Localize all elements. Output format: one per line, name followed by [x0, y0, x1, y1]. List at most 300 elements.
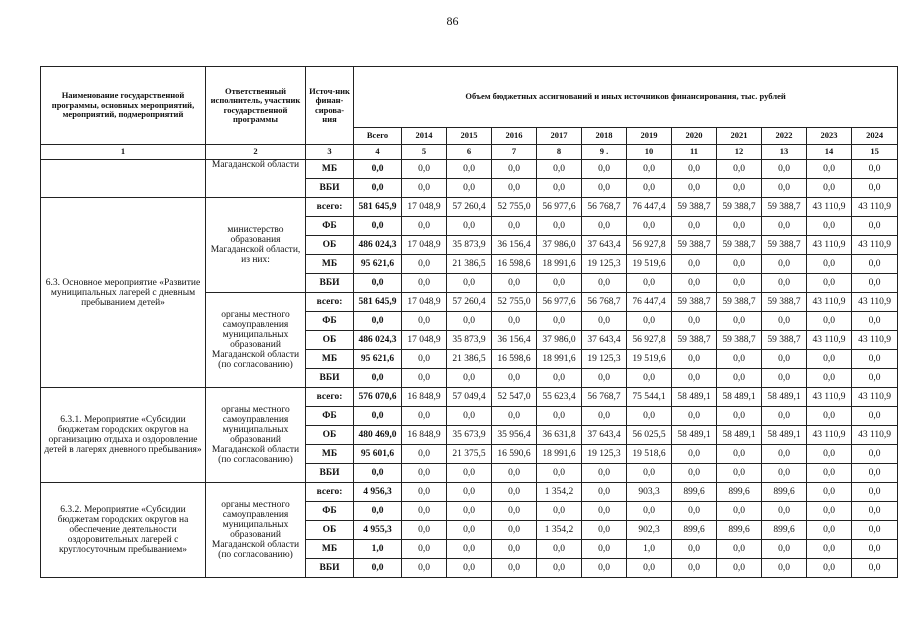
- year-value: 0,0: [852, 445, 898, 464]
- measure-name: 6.3. Основное мероприятие «Развитие муниципальных лагерей с дневным пребыванием детей»: [41, 198, 206, 388]
- table-row: [41, 198, 898, 217]
- year-value: 0,0: [627, 369, 672, 388]
- header-year: 2021: [717, 128, 762, 145]
- funding-source: всего:: [306, 388, 354, 407]
- column-number: 8: [537, 145, 582, 160]
- year-value: 56 025,5: [627, 426, 672, 445]
- year-value: 0,0: [492, 559, 537, 578]
- year-value: 0,0: [717, 217, 762, 236]
- year-value: 21 375,5: [447, 445, 492, 464]
- year-value: 0,0: [807, 312, 852, 331]
- year-value: 0,0: [717, 559, 762, 578]
- year-value: 0,0: [852, 502, 898, 521]
- year-value: 0,0: [852, 407, 898, 426]
- funding-source: ВБИ: [306, 559, 354, 578]
- year-value: 59 388,7: [717, 198, 762, 217]
- year-value: 0,0: [717, 255, 762, 274]
- year-value: 0,0: [402, 464, 447, 483]
- year-value: 21 386,5: [447, 350, 492, 369]
- year-value: 0,0: [717, 274, 762, 293]
- year-value: 17 048,9: [402, 198, 447, 217]
- total-value: 581 645,9: [354, 293, 402, 312]
- year-value: 899,6: [762, 521, 807, 540]
- year-value: 43 110,9: [852, 236, 898, 255]
- year-value: 0,0: [582, 217, 627, 236]
- year-value: 16 598,6: [492, 350, 537, 369]
- header-executor: Ответственный исполнитель, участник государственной программы: [206, 67, 306, 145]
- year-value: 0,0: [582, 179, 627, 198]
- year-value: 56 768,7: [582, 293, 627, 312]
- year-value: 0,0: [447, 160, 492, 179]
- executor-name: Магаданской области: [206, 160, 306, 198]
- year-value: 43 110,9: [852, 293, 898, 312]
- year-value: 0,0: [672, 312, 717, 331]
- year-value: 56 927,8: [627, 331, 672, 350]
- year-value: 0,0: [672, 369, 717, 388]
- year-value: 37 643,4: [582, 236, 627, 255]
- funding-source: ОБ: [306, 426, 354, 445]
- year-value: 19 125,3: [582, 350, 627, 369]
- page-number: 86: [446, 14, 459, 28]
- year-value: 56 977,6: [537, 198, 582, 217]
- total-value: 4 955,3: [354, 521, 402, 540]
- year-value: 0,0: [492, 502, 537, 521]
- year-value: 16 848,9: [402, 426, 447, 445]
- year-value: 0,0: [537, 559, 582, 578]
- year-value: 19 519,6: [627, 350, 672, 369]
- year-value: 52 755,0: [492, 198, 537, 217]
- year-value: 16 590,6: [492, 445, 537, 464]
- year-value: 35 673,9: [447, 426, 492, 445]
- year-value: 0,0: [717, 445, 762, 464]
- year-value: 0,0: [582, 312, 627, 331]
- year-value: 0,0: [672, 255, 717, 274]
- year-value: 0,0: [402, 255, 447, 274]
- year-value: 0,0: [762, 407, 807, 426]
- year-value: 0,0: [762, 312, 807, 331]
- column-number: 5: [402, 145, 447, 160]
- year-value: 0,0: [717, 540, 762, 559]
- year-value: 0,0: [627, 407, 672, 426]
- header-year: 2019: [627, 128, 672, 145]
- year-value: 0,0: [672, 160, 717, 179]
- year-value: 59 388,7: [717, 331, 762, 350]
- year-value: 0,0: [807, 559, 852, 578]
- total-value: 95 601,6: [354, 445, 402, 464]
- year-value: 0,0: [402, 502, 447, 521]
- year-value: 0,0: [852, 255, 898, 274]
- executor-name: органы местного самоуправления муниципальных образований Магаданской области (по согласованию): [206, 483, 306, 578]
- funding-source: ФБ: [306, 407, 354, 426]
- year-value: 0,0: [582, 274, 627, 293]
- total-value: 0,0: [354, 274, 402, 293]
- total-value: 0,0: [354, 464, 402, 483]
- year-value: 0,0: [807, 540, 852, 559]
- year-value: 43 110,9: [807, 388, 852, 407]
- year-value: 0,0: [537, 312, 582, 331]
- year-value: 0,0: [717, 350, 762, 369]
- year-value: 0,0: [852, 217, 898, 236]
- year-value: 899,6: [717, 521, 762, 540]
- year-value: 1 354,2: [537, 483, 582, 502]
- total-value: 0,0: [354, 217, 402, 236]
- year-value: 0,0: [447, 464, 492, 483]
- year-value: 0,0: [807, 483, 852, 502]
- year-value: 0,0: [492, 312, 537, 331]
- year-value: 76 447,4: [627, 293, 672, 312]
- year-value: 37 986,0: [537, 236, 582, 255]
- year-value: 0,0: [402, 217, 447, 236]
- year-value: 0,0: [672, 407, 717, 426]
- year-value: 58 489,1: [672, 426, 717, 445]
- year-value: 0,0: [807, 521, 852, 540]
- year-value: 36 156,4: [492, 236, 537, 255]
- header-year: 2017: [537, 128, 582, 145]
- year-value: 0,0: [402, 521, 447, 540]
- funding-source: ВБИ: [306, 179, 354, 198]
- funding-source: МБ: [306, 540, 354, 559]
- year-value: 0,0: [582, 407, 627, 426]
- year-value: 52 547,0: [492, 388, 537, 407]
- year-value: 43 110,9: [807, 426, 852, 445]
- funding-source: ФБ: [306, 312, 354, 331]
- year-value: 0,0: [492, 407, 537, 426]
- year-value: 18 991,6: [537, 350, 582, 369]
- year-value: 0,0: [537, 179, 582, 198]
- year-value: 0,0: [447, 179, 492, 198]
- funding-source: МБ: [306, 255, 354, 274]
- year-value: 0,0: [537, 540, 582, 559]
- year-value: 0,0: [537, 160, 582, 179]
- year-value: 0,0: [807, 217, 852, 236]
- year-value: 16 848,9: [402, 388, 447, 407]
- total-value: 0,0: [354, 160, 402, 179]
- column-number: 13: [762, 145, 807, 160]
- year-value: 43 110,9: [807, 236, 852, 255]
- total-value: 95 621,6: [354, 255, 402, 274]
- year-value: 43 110,9: [852, 388, 898, 407]
- year-value: 0,0: [582, 464, 627, 483]
- year-value: 899,6: [672, 483, 717, 502]
- year-value: 0,0: [807, 502, 852, 521]
- funding-source: ФБ: [306, 217, 354, 236]
- year-value: 899,6: [762, 483, 807, 502]
- total-value: 0,0: [354, 502, 402, 521]
- year-value: 16 598,6: [492, 255, 537, 274]
- header-year: 2023: [807, 128, 852, 145]
- year-value: 0,0: [402, 160, 447, 179]
- year-value: 75 544,1: [627, 388, 672, 407]
- year-value: 0,0: [537, 464, 582, 483]
- measure-name: [41, 160, 206, 198]
- total-value: 4 956,3: [354, 483, 402, 502]
- header-year: 2024: [852, 128, 898, 145]
- column-number: 9 .: [582, 145, 627, 160]
- year-value: 0,0: [852, 464, 898, 483]
- year-value: 56 927,8: [627, 236, 672, 255]
- year-value: 43 110,9: [852, 331, 898, 350]
- year-value: 0,0: [447, 483, 492, 502]
- year-value: 0,0: [672, 540, 717, 559]
- year-value: 56 768,7: [582, 198, 627, 217]
- year-value: 0,0: [492, 521, 537, 540]
- year-value: 0,0: [672, 559, 717, 578]
- year-value: 0,0: [672, 445, 717, 464]
- year-value: 56 768,7: [582, 388, 627, 407]
- year-value: 0,0: [537, 502, 582, 521]
- year-value: 0,0: [402, 445, 447, 464]
- year-value: 0,0: [852, 369, 898, 388]
- year-value: 0,0: [537, 274, 582, 293]
- year-value: 903,3: [627, 483, 672, 502]
- year-value: 0,0: [672, 350, 717, 369]
- column-number: 11: [672, 145, 717, 160]
- total-value: 576 070,6: [354, 388, 402, 407]
- year-value: 0,0: [807, 464, 852, 483]
- year-value: 0,0: [447, 407, 492, 426]
- year-value: 58 489,1: [762, 388, 807, 407]
- funding-source: всего:: [306, 198, 354, 217]
- total-value: 0,0: [354, 559, 402, 578]
- year-value: 0,0: [582, 502, 627, 521]
- year-value: 0,0: [537, 369, 582, 388]
- year-value: 0,0: [807, 407, 852, 426]
- year-value: 0,0: [402, 483, 447, 502]
- year-value: 19 519,6: [627, 255, 672, 274]
- funding-source: всего:: [306, 483, 354, 502]
- year-value: 0,0: [807, 255, 852, 274]
- year-value: 0,0: [492, 217, 537, 236]
- year-value: 19 125,3: [582, 445, 627, 464]
- executor-name: органы местного самоуправления муниципальных образований Магаданской области (по согласованию): [206, 293, 306, 388]
- table-row: [41, 388, 898, 407]
- year-value: 902,3: [627, 521, 672, 540]
- year-value: 0,0: [447, 521, 492, 540]
- column-number: 1: [41, 145, 206, 160]
- year-value: 59 388,7: [717, 236, 762, 255]
- total-value: 486 024,3: [354, 331, 402, 350]
- year-value: 0,0: [447, 274, 492, 293]
- year-value: 0,0: [492, 274, 537, 293]
- year-value: 0,0: [402, 540, 447, 559]
- total-value: 0,0: [354, 179, 402, 198]
- table-row: [41, 160, 898, 179]
- year-value: 0,0: [492, 369, 537, 388]
- year-value: 0,0: [852, 350, 898, 369]
- column-number: 2: [206, 145, 306, 160]
- year-value: 0,0: [402, 369, 447, 388]
- year-value: 0,0: [402, 274, 447, 293]
- budget-table: [40, 66, 898, 578]
- header-year: 2018: [582, 128, 627, 145]
- year-value: 0,0: [807, 369, 852, 388]
- column-number: 3: [306, 145, 354, 160]
- year-value: 0,0: [762, 179, 807, 198]
- year-value: 0,0: [627, 559, 672, 578]
- funding-source: ОБ: [306, 236, 354, 255]
- year-value: 0,0: [447, 369, 492, 388]
- year-value: 58 489,1: [762, 426, 807, 445]
- column-number: 15: [852, 145, 898, 160]
- year-value: 0,0: [762, 274, 807, 293]
- column-number: 6: [447, 145, 492, 160]
- year-value: 1,0: [627, 540, 672, 559]
- year-value: 0,0: [717, 464, 762, 483]
- year-value: 43 110,9: [807, 331, 852, 350]
- year-value: 0,0: [582, 521, 627, 540]
- funding-source: ОБ: [306, 521, 354, 540]
- year-value: 0,0: [492, 540, 537, 559]
- year-value: 0,0: [627, 502, 672, 521]
- year-value: 0,0: [852, 274, 898, 293]
- year-value: 0,0: [492, 179, 537, 198]
- year-value: 0,0: [447, 502, 492, 521]
- total-value: 486 024,3: [354, 236, 402, 255]
- total-value: 0,0: [354, 312, 402, 331]
- year-value: 0,0: [537, 407, 582, 426]
- year-value: 0,0: [852, 540, 898, 559]
- header-name: Наименование государственной программы, основных мероприятий, мероприятий, подмероприятий: [41, 67, 206, 145]
- total-value: 95 621,6: [354, 350, 402, 369]
- year-value: 899,6: [717, 483, 762, 502]
- year-value: 59 388,7: [672, 293, 717, 312]
- year-value: 59 388,7: [762, 331, 807, 350]
- year-value: 0,0: [807, 445, 852, 464]
- year-value: 0,0: [672, 502, 717, 521]
- year-value: 58 489,1: [717, 388, 762, 407]
- year-value: 0,0: [627, 464, 672, 483]
- header-year: 2014: [402, 128, 447, 145]
- year-value: 0,0: [762, 559, 807, 578]
- column-number: 4: [354, 145, 402, 160]
- year-value: 58 489,1: [672, 388, 717, 407]
- year-value: 18 991,6: [537, 255, 582, 274]
- year-value: 0,0: [852, 179, 898, 198]
- year-value: 0,0: [447, 559, 492, 578]
- year-value: 0,0: [627, 274, 672, 293]
- funding-source: ОБ: [306, 331, 354, 350]
- header-source: Источ-ник финан-сирова-ния: [306, 67, 354, 145]
- year-value: 0,0: [627, 217, 672, 236]
- funding-source: ВБИ: [306, 369, 354, 388]
- year-value: 0,0: [807, 179, 852, 198]
- executor-name: органы местного самоуправления муниципальных образований Магаданской области (по согласованию): [206, 388, 306, 483]
- year-value: 35 956,4: [492, 426, 537, 445]
- year-value: 0,0: [582, 160, 627, 179]
- year-value: 0,0: [402, 350, 447, 369]
- year-value: 57 260,4: [447, 198, 492, 217]
- year-value: 57 260,4: [447, 293, 492, 312]
- header-year: 2020: [672, 128, 717, 145]
- funding-source: ФБ: [306, 502, 354, 521]
- year-value: 0,0: [672, 217, 717, 236]
- year-value: 0,0: [537, 217, 582, 236]
- header-year: 2015: [447, 128, 492, 145]
- year-value: 0,0: [492, 464, 537, 483]
- measure-name: 6.3.1. Мероприятие «Субсидии бюджетам городских округов на организацию отдыха и оздоровление детей в лагерях дневного пребывания»: [41, 388, 206, 483]
- year-value: 19 125,3: [582, 255, 627, 274]
- year-value: 0,0: [582, 483, 627, 502]
- year-value: 0,0: [627, 160, 672, 179]
- year-value: 0,0: [402, 407, 447, 426]
- year-value: 18 991,6: [537, 445, 582, 464]
- header-year: 2022: [762, 128, 807, 145]
- column-number: 7: [492, 145, 537, 160]
- year-value: 52 755,0: [492, 293, 537, 312]
- header-year: 2016: [492, 128, 537, 145]
- funding-source: МБ: [306, 445, 354, 464]
- year-value: 37 986,0: [537, 331, 582, 350]
- year-value: 17 048,9: [402, 293, 447, 312]
- year-value: 0,0: [762, 255, 807, 274]
- year-value: 43 110,9: [852, 198, 898, 217]
- executor-name: министерство образования Магаданской области, из них:: [206, 198, 306, 293]
- year-value: 0,0: [852, 521, 898, 540]
- year-value: 0,0: [402, 312, 447, 331]
- year-value: 0,0: [492, 483, 537, 502]
- year-value: 0,0: [672, 464, 717, 483]
- year-value: 1 354,2: [537, 521, 582, 540]
- year-value: 57 049,4: [447, 388, 492, 407]
- year-value: 0,0: [402, 179, 447, 198]
- year-value: 59 388,7: [672, 236, 717, 255]
- year-value: 0,0: [627, 179, 672, 198]
- year-value: 43 110,9: [852, 426, 898, 445]
- year-value: 0,0: [582, 559, 627, 578]
- year-value: 43 110,9: [807, 293, 852, 312]
- year-value: 0,0: [582, 540, 627, 559]
- year-value: 37 643,4: [582, 426, 627, 445]
- measure-name: 6.3.2. Мероприятие «Субсидии бюджетам городских округов на обеспечение деятельности оздоровительных лагерей с круглосуточным пребыванием»: [41, 483, 206, 578]
- year-value: 0,0: [762, 350, 807, 369]
- year-value: 59 388,7: [762, 198, 807, 217]
- year-value: 0,0: [492, 160, 537, 179]
- year-value: 55 623,4: [537, 388, 582, 407]
- column-number: 10: [627, 145, 672, 160]
- year-value: 19 518,6: [627, 445, 672, 464]
- year-value: 0,0: [852, 559, 898, 578]
- year-value: 59 388,7: [672, 331, 717, 350]
- year-value: 0,0: [627, 312, 672, 331]
- header-volume: Объем бюджетных ассигнований и иных источников финансирования, тыс. рублей: [354, 67, 898, 128]
- year-value: 59 388,7: [717, 293, 762, 312]
- year-value: 0,0: [852, 312, 898, 331]
- year-value: 35 873,9: [447, 236, 492, 255]
- year-value: 17 048,9: [402, 331, 447, 350]
- year-value: 0,0: [852, 483, 898, 502]
- year-value: 59 388,7: [762, 236, 807, 255]
- year-value: 0,0: [762, 464, 807, 483]
- year-value: 0,0: [852, 160, 898, 179]
- year-value: 58 489,1: [717, 426, 762, 445]
- year-value: 56 977,6: [537, 293, 582, 312]
- year-value: 0,0: [762, 502, 807, 521]
- funding-source: всего:: [306, 293, 354, 312]
- year-value: 0,0: [447, 540, 492, 559]
- year-value: 0,0: [807, 274, 852, 293]
- year-value: 0,0: [762, 217, 807, 236]
- year-value: 0,0: [447, 312, 492, 331]
- year-value: 899,6: [672, 521, 717, 540]
- year-value: 0,0: [582, 369, 627, 388]
- column-number: 14: [807, 145, 852, 160]
- funding-source: ВБИ: [306, 464, 354, 483]
- total-value: 1,0: [354, 540, 402, 559]
- total-value: 480 469,0: [354, 426, 402, 445]
- year-value: 17 048,9: [402, 236, 447, 255]
- table-row: [41, 483, 898, 502]
- year-value: 0,0: [762, 445, 807, 464]
